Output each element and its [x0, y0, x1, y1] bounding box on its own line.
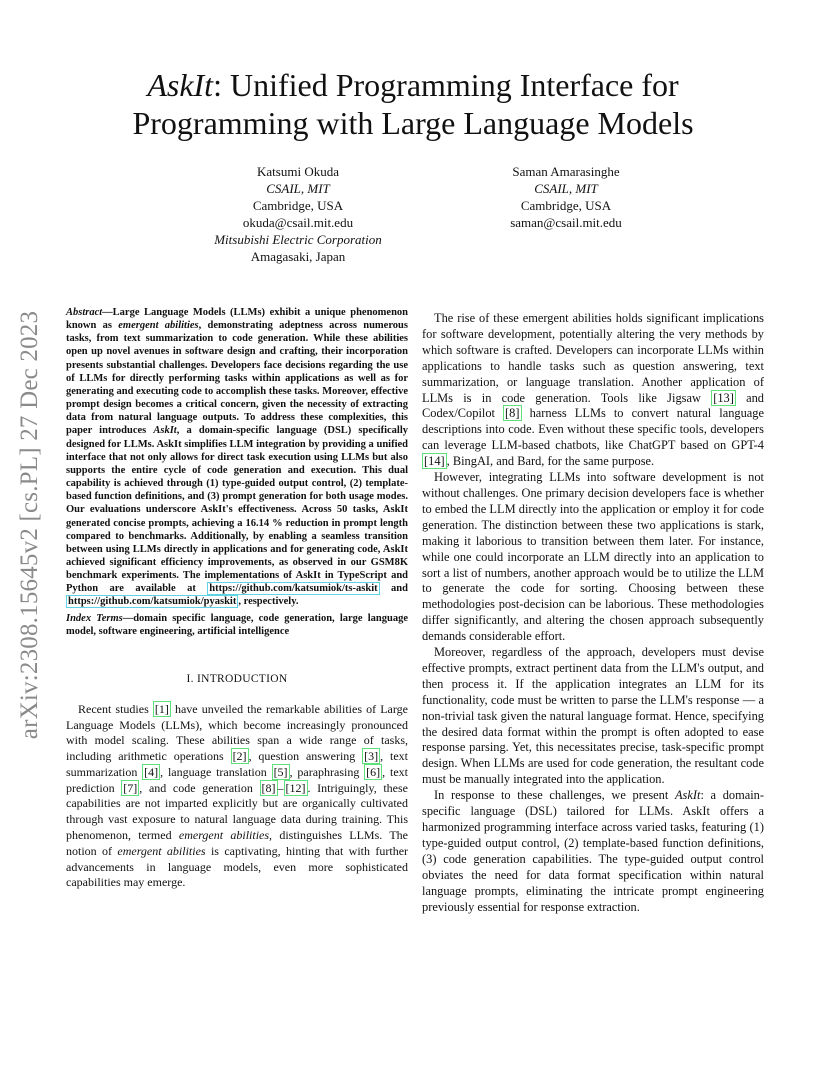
ts-askit-link[interactable]: https://github.com/katsumiok/ts-askit	[209, 583, 378, 595]
author-email: okuda@csail.mit.edu	[242, 215, 354, 230]
text: , and code generation	[139, 780, 260, 795]
abstract	[66, 306, 408, 609]
author-name: Katsumi Okuda	[257, 164, 339, 179]
right-paragraph-2: However, integrating LLMs into software development is not without challenges. One primary decision developers face is whether to embed the LLM directly into the application or employ it for code generation. The distinction between these two applications is stark, making it laborious to transition between them later. For instance, while one could incorporate an LLM directly into an application to sort a list of numbers, another approach would be to utilize the LLM to generate the code for sorting. Choosing between these methodologies post-decision can be laborious. These methodologies differ significantly, and altering the chosen approach subsequently demands considerable effort.	[422, 470, 764, 644]
abstract-text: , a domain-specific language (DSL) specifically designed for LLMs. AskIt simplifies LLM integration by providing a unified interface that not only allows for direct task execution using LLMs but also supports the entire cycle of code generation and execution. This dual capability is achieved through (1) type-guided output control, (2) template-based function definitions, and (3) prompt generation for both usage modes. Our evaluations underscore AskIt's effectiveness. Across 50 tasks, AskIt generated concise prompts, achieving a 16.14 % reduction in prompt length compared to benchmarks. Additionally, by enabling a seamless transition between using LLMs directly in applications and for generating code, AskIt achieved significant efficiency improvements, as observed in our GSM8K benchmark experiments. The implementations of AskIt in TypeScript and Python are available at	[66, 425, 408, 595]
author-block-1	[170, 163, 426, 265]
paper-title	[70, 66, 756, 142]
abstract-text: , respectively.	[238, 596, 299, 608]
abstract-text: and	[379, 583, 408, 595]
text: , distinguishes LLMs. The notion of	[66, 828, 408, 858]
text: : a domain-specific language (DSL) tailored for LLMs. AskIt offers a harmonized programming interface across varied tasks, featuring (1) type-guided output control, (2) template-based function definitions, (3) code generation capabilities. The type-guided output control obviates the need for data format specification within natural language prompts, eliminating the intricate prompt engineering previously essential for response extraction.	[422, 788, 764, 914]
emphasis: AskIt	[674, 788, 701, 803]
citation[interactable]: [6]	[366, 764, 381, 779]
citation[interactable]: [8]	[261, 780, 276, 795]
index-terms-text: —domain specific language, code generation, large language model, software engineering, artificial intelligence	[66, 612, 408, 637]
author-block-2	[438, 163, 694, 231]
text: , language translation	[160, 764, 272, 779]
text: , question answering	[248, 749, 363, 764]
section-title-rest: NTRODUCTION	[201, 672, 288, 685]
text: , text summarization	[66, 749, 408, 779]
abstract-text: , demonstrating adeptness across numerous tasks, from text summarization to code generation. While these abilities open up novel avenues in software design and crafting, their incorporation presents substantial challenges. Developers face decisions regarding the use of LLMs for directly performing tasks within applications as well as for generating and executing code to accomplish these tasks. Moreover, effective prompt design becomes a critical concern, given the necessity of extracting data from natural language outputs. To address these complexities, this paper introduces	[66, 320, 408, 437]
text: In response to these challenges, we present	[434, 788, 675, 803]
text: The rise of these emergent abilities holds significant implications for software development, potentially altering the very methods by which software is crafted. Developers can incorporate LLMs within applications to handle tasks such as question answering, text summarization, or language translation. Another application of LLMs is in code generation. Tools like Jigsaw	[422, 311, 764, 405]
author-location: Cambridge, USA	[520, 198, 612, 213]
emphasis: emergent abilities	[117, 843, 206, 858]
author-email: saman@csail.mit.edu	[510, 215, 622, 230]
text: , text prediction	[66, 764, 408, 795]
text: , BingAI, and Bard, for the same purpose.	[446, 454, 655, 469]
citation[interactable]: [5]	[273, 764, 288, 779]
text: is captivating, hinting that with further advancements in language models, even more sophisticated capabilities may emerge.	[66, 843, 409, 890]
citation[interactable]: [3]	[364, 749, 379, 764]
text: Recent studies	[78, 701, 153, 716]
index-terms-label: Index Terms	[66, 612, 123, 624]
citation[interactable]: [14]	[424, 454, 445, 469]
section-heading-introduction	[66, 672, 408, 688]
right-paragraph-1	[422, 311, 764, 470]
right-paragraph-4	[422, 788, 764, 915]
arxiv-sidebar	[12, 290, 48, 760]
intro-paragraph-1	[66, 702, 408, 892]
citation[interactable]: [12]	[285, 780, 306, 795]
author-location: Cambridge, USA	[252, 198, 344, 213]
section-number: I.	[186, 672, 197, 685]
author-name: Saman Amarasinghe	[512, 164, 620, 179]
text: have unveiled the remarkable abilities of Large Language Models (LLMs), which become increasingly pronounced with model scaling. These abilities span a wide range of tasks, including arithmetic operations	[66, 701, 408, 764]
title-rest: : Unified Programming Interface for Programming with Large Language Models	[132, 67, 694, 141]
author-affiliation-2: Mitsubishi Electric Corporation	[214, 232, 382, 247]
arxiv-identifier: arXiv:2308.15645v2 [cs.PL] 27 Dec 2023	[16, 310, 43, 740]
text: , paraphrasing	[289, 764, 365, 779]
citation[interactable]: [2]	[232, 749, 247, 764]
left-column	[66, 306, 408, 891]
citation[interactable]: [8]	[505, 406, 520, 421]
text: –	[277, 780, 284, 795]
citation[interactable]: [1]	[154, 701, 169, 716]
author-affiliation: CSAIL, MIT	[534, 181, 598, 196]
abstract-emphasis: AskIt	[153, 425, 177, 437]
title-italic: AskIt	[147, 67, 214, 103]
abstract-label: Abstract	[66, 307, 103, 318]
right-column	[422, 311, 764, 915]
right-paragraph-3: Moreover, regardless of the approach, developers must devise effective prompts, extract pertinent data from the LLM's output, and then process it. If the application integrates an LLM for its functionality, code must be written to parse the LLM's response — a non-trivial task given the natural language format. Hence, specifying the desired data format within the prompt is often adopted to ease response parsing. Yet, this necessitates precise, task-specific prompt design. When LLMs are used for code generation, the resultant code must be manually integrated into the application.	[422, 645, 764, 787]
section-title-initial: I	[196, 672, 202, 685]
emphasis: emergent abilities	[178, 828, 270, 843]
abstract-emphasis: emergent abilities	[118, 320, 199, 332]
text: and Codex/Copilot	[422, 390, 764, 421]
author-location-2: Amagasaki, Japan	[250, 249, 346, 264]
citation[interactable]: [4]	[144, 764, 159, 779]
index-terms	[66, 612, 408, 638]
abstract-text: —Large Language Models (LLMs) exhibit a unique phenomenon known as	[66, 307, 408, 332]
text: harness LLMs to convert natural language descriptions into code. Even without these specific tools, developers can leverage LLM-based chatbots, like ChatGPT based on GPT-4	[422, 406, 764, 453]
author-affiliation: CSAIL, MIT	[266, 181, 330, 196]
citation[interactable]: [7]	[123, 780, 138, 795]
text: . Intriguingly, these capabilities are not imparted explicitly but are organically cultivated through vast exposure to natural language data during training. This phenomenon, termed	[66, 780, 408, 843]
citation[interactable]: [13]	[713, 390, 734, 405]
pyaskit-link[interactable]: https://github.com/katsumiok/pyaskit	[68, 596, 237, 608]
